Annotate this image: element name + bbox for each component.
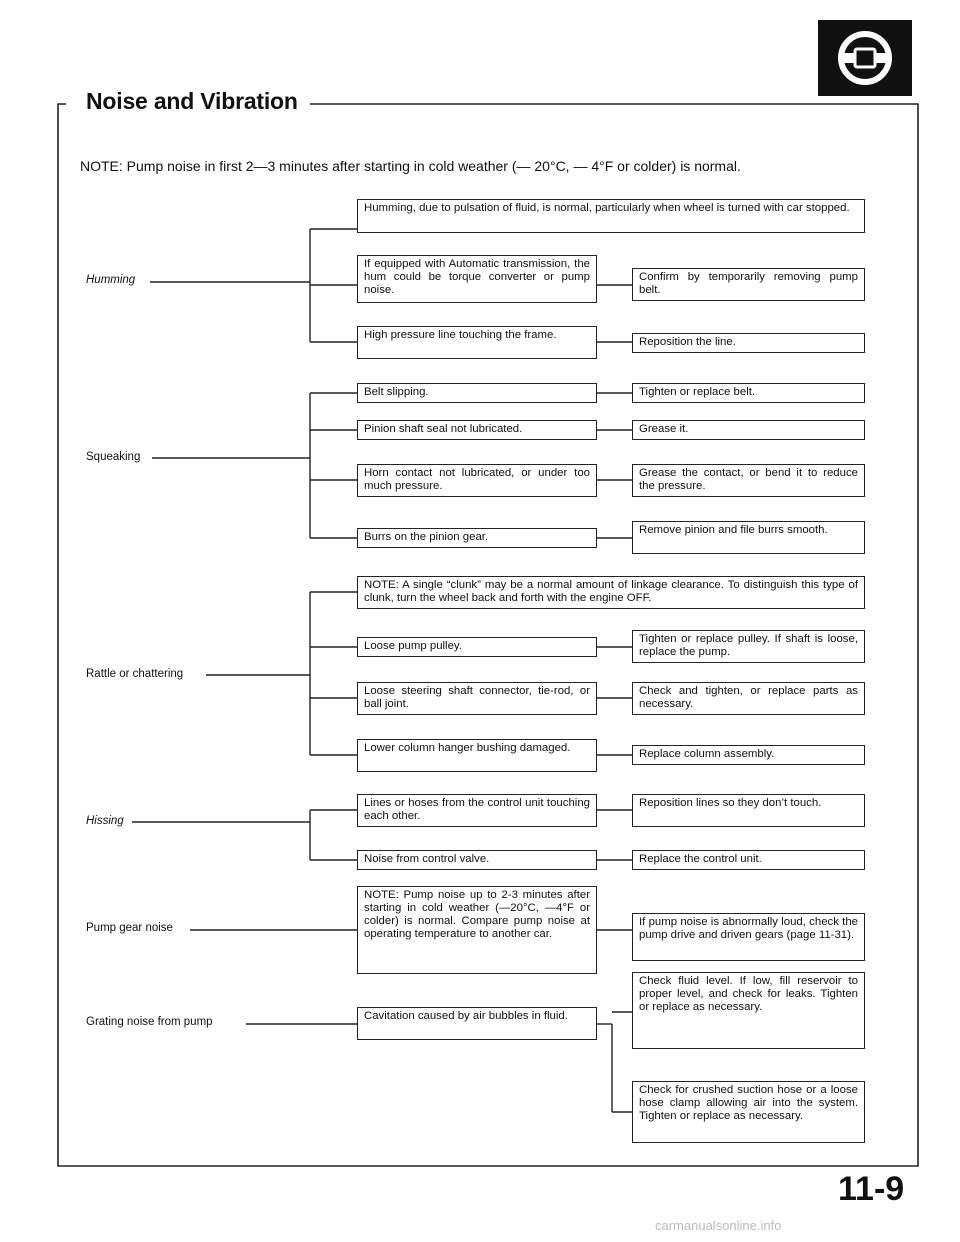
remedy-box: Check and tighten, or replace parts as necessary. <box>632 682 865 715</box>
remedy-box: Tighten or replace belt. <box>632 383 865 403</box>
remedy-box: Reposition the line. <box>632 333 865 353</box>
page-number: 11-9 <box>838 1170 905 1208</box>
cold-weather-note: NOTE: Pump noise in first 2—3 minutes after starting in cold weather (— 20°C, — 4°F or colder) is normal. <box>80 158 741 174</box>
cause-box: Loose pump pulley. <box>357 637 597 657</box>
cause-box: Noise from control valve. <box>357 850 597 870</box>
cause-box: If equipped with Automatic transmission, the hum could be torque converter or pump noise. <box>357 255 597 303</box>
remedy-box: Remove pinion and file burrs smooth. <box>632 521 865 554</box>
category-hissing: Hissing <box>86 815 128 827</box>
cause-box: NOTE: A single “clunk” may be a normal amount of linkage clearance. To distinguish this type of clunk, turn the wheel back and forth with the engine OFF. <box>357 576 865 609</box>
category-rattle: Rattle or chattering <box>86 668 187 680</box>
footer-watermark: carmanualsonline.info <box>655 1218 782 1233</box>
remedy-box: Replace column assembly. <box>632 745 865 765</box>
remedy-box: Tighten or replace pulley. If shaft is loose, replace the pump. <box>632 630 865 663</box>
remedy-box: If pump noise is abnormally loud, check the pump drive and driven gears (page 11-31). <box>632 913 865 961</box>
remedy-box: Replace the control unit. <box>632 850 865 870</box>
cause-box: High pressure line touching the frame. <box>357 326 597 359</box>
cause-box: NOTE: Pump noise up to 2-3 minutes after starting in cold weather (—20°C, —4°F or colder) is normal. Compare pump noise at operating temperature to another car. <box>357 886 597 974</box>
category-grating-noise: Grating noise from pump <box>86 1016 217 1028</box>
category-pump-gear-noise: Pump gear noise <box>86 922 177 934</box>
cause-box: Belt slipping. <box>357 383 597 403</box>
remedy-box: Confirm by temporarily removing pump belt. <box>632 268 865 301</box>
cause-box: Lines or hoses from the control unit touching each other. <box>357 794 597 827</box>
cause-box: Burrs on the pinion gear. <box>357 528 597 548</box>
category-humming: Humming <box>86 274 139 286</box>
cause-box: Loose steering shaft connector, tie-rod, or ball joint. <box>357 682 597 715</box>
category-squeaking: Squeaking <box>86 451 144 463</box>
remedy-box: Check fluid level. If low, fill reservoir to proper level, and check for leaks. Tighten or replace as necessary. <box>632 972 865 1049</box>
cause-box: Pinion shaft seal not lubricated. <box>357 420 597 440</box>
page-title: Noise and Vibration <box>86 88 298 114</box>
remedy-box: Grease it. <box>632 420 865 440</box>
remedy-box: Reposition lines so they don’t touch. <box>632 794 865 827</box>
cause-box: Lower column hanger bushing damaged. <box>357 739 597 772</box>
cause-box: Cavitation caused by air bubbles in fluid. <box>357 1007 597 1040</box>
cause-box: Humming, due to pulsation of fluid, is normal, particularly when wheel is turned with car stopped. <box>357 199 865 233</box>
remedy-box: Check for crushed suction hose or a loose hose clamp allowing air into the system. Tighten or replace as necessary. <box>632 1081 865 1143</box>
remedy-box: Grease the contact, or bend it to reduce the pressure. <box>632 464 865 497</box>
cause-box: Horn contact not lubricated, or under too much pressure. <box>357 464 597 497</box>
